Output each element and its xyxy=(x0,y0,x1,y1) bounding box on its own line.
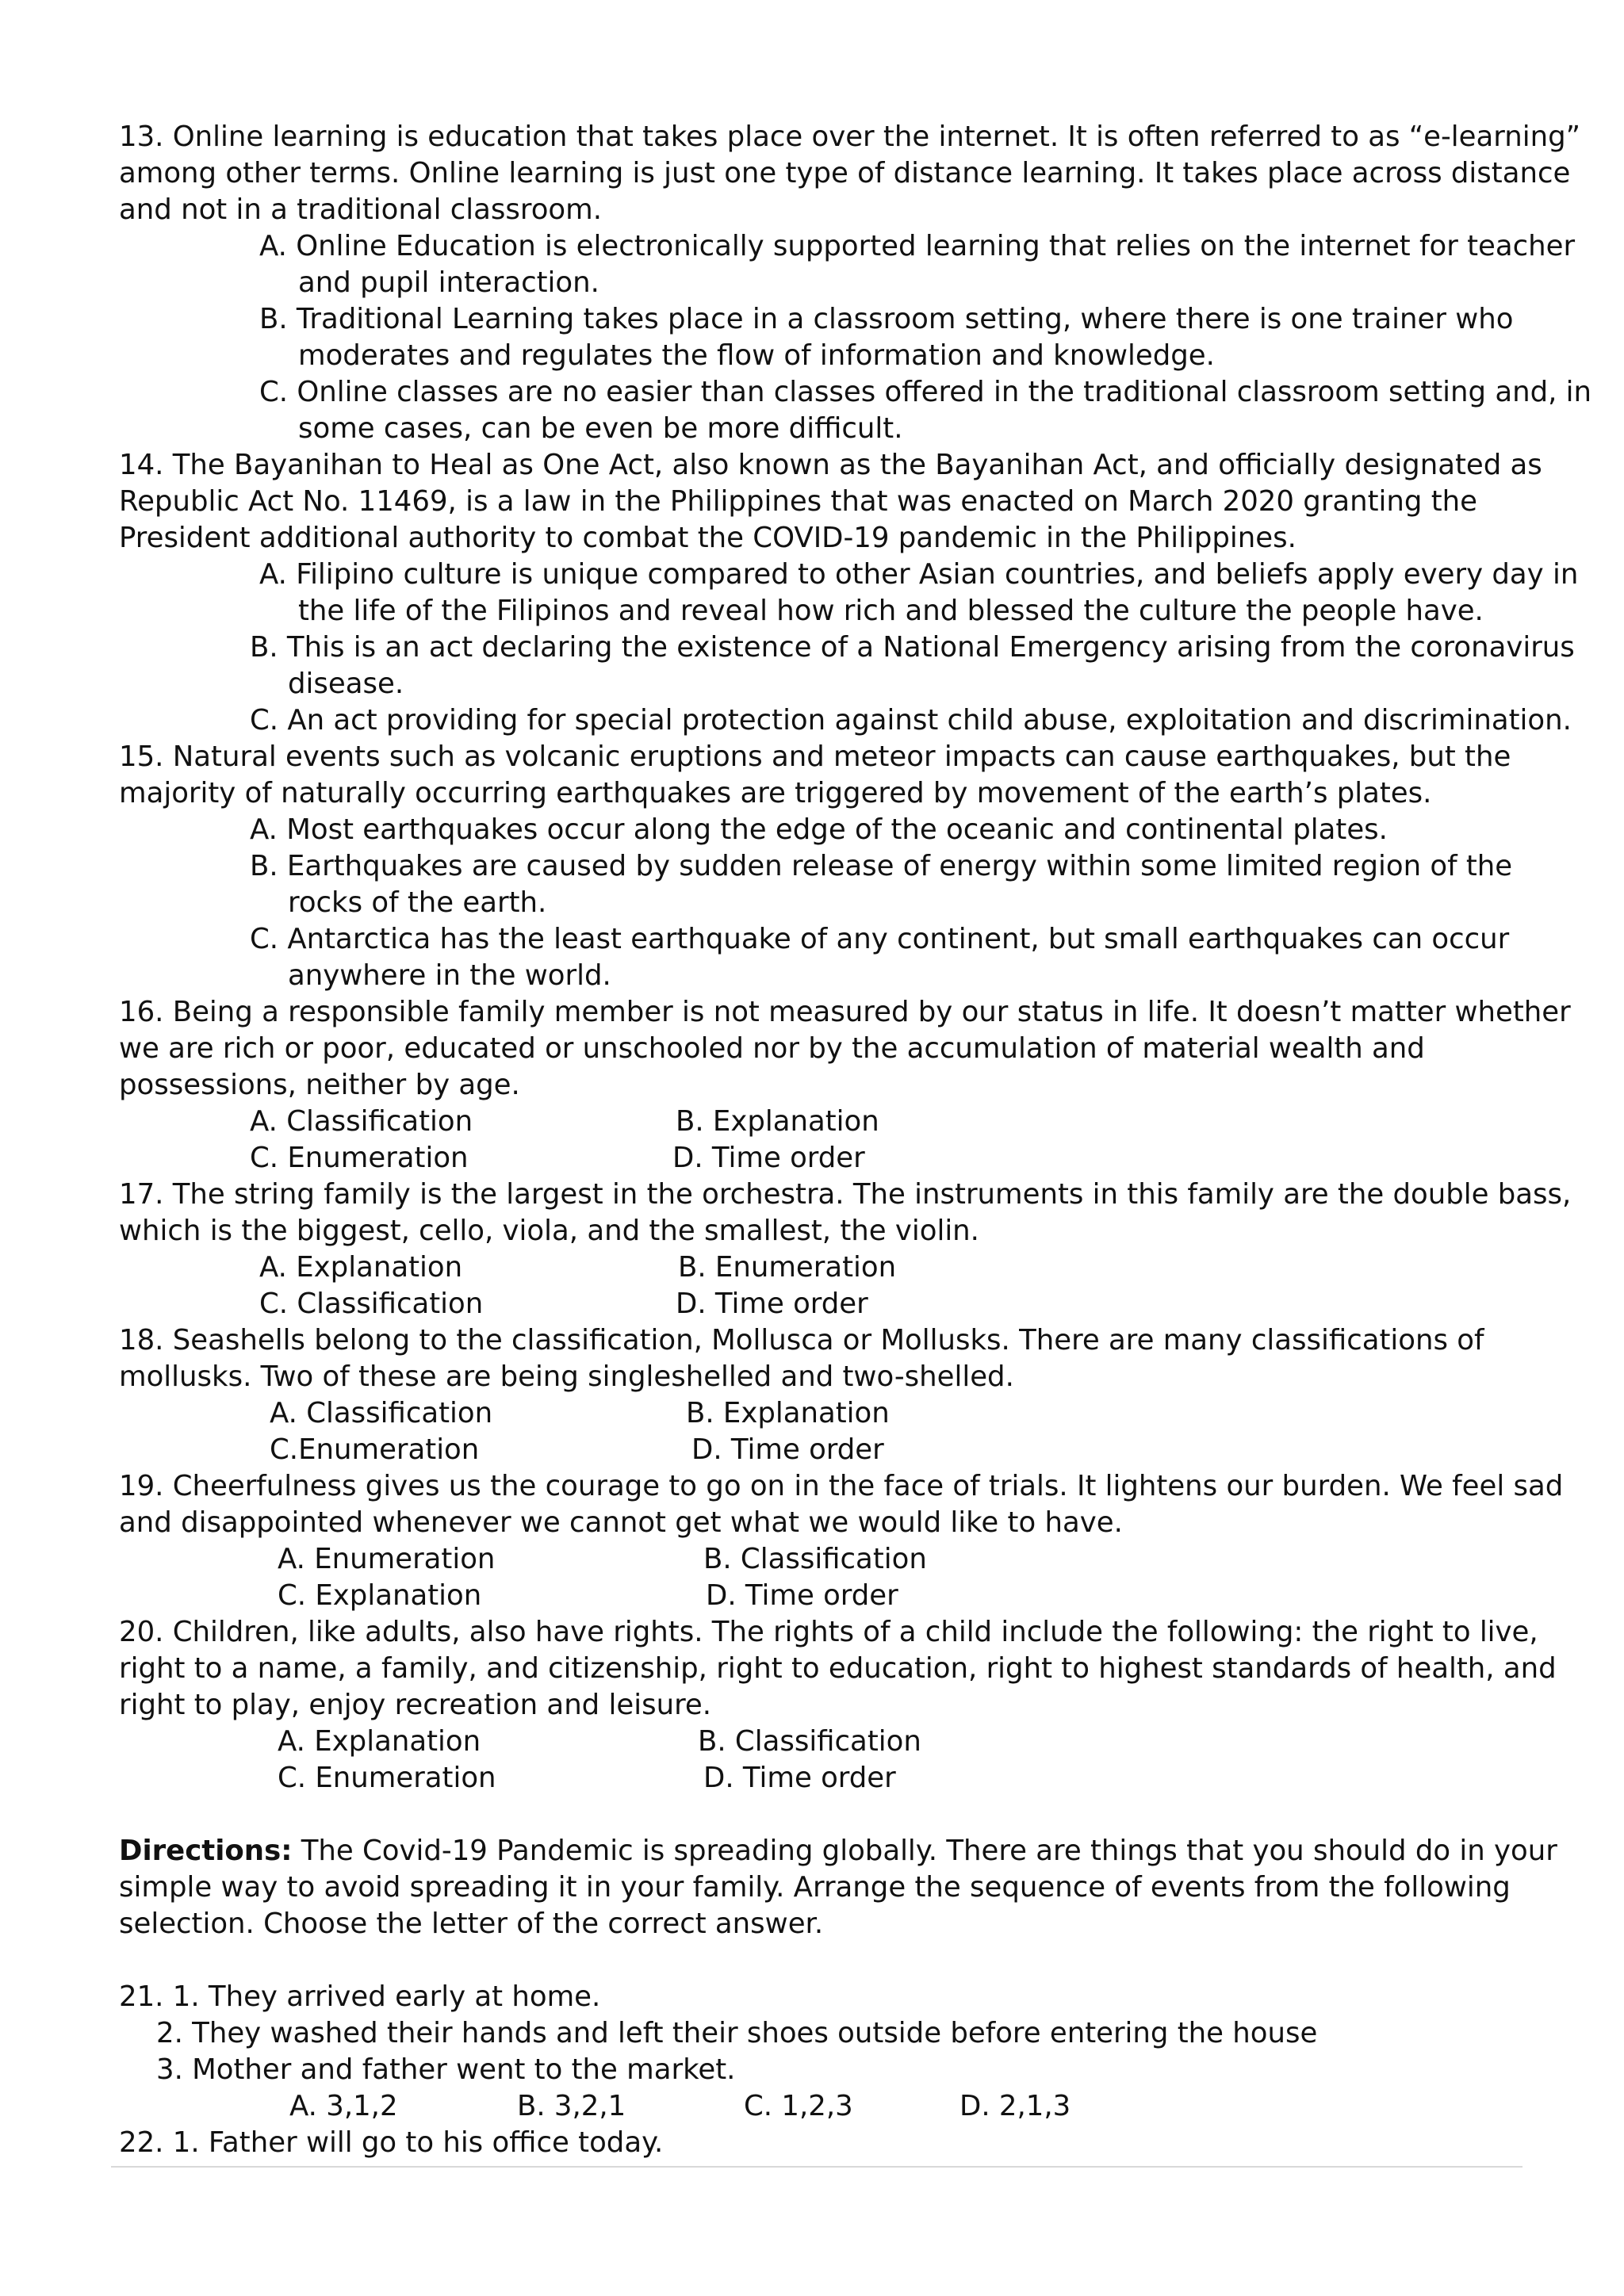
q13-option-c: C. Online classes are no easier than classes offered in the traditional classroom setting and, in xyxy=(259,376,1592,408)
q19-option-a: A. Enumeration xyxy=(278,1543,496,1575)
q14-stem-line-2: Republic Act No. 11469, is a law in the Philippines that was enacted on March 2020 granting the xyxy=(119,485,1477,518)
q18-stem-line-2: mollusks. Two of these are being singleshelled and two-shelled. xyxy=(119,1360,1014,1393)
q18-option-c: C.Enumeration xyxy=(270,1433,480,1466)
q18-option-d: D. Time order xyxy=(691,1433,884,1466)
q14-option-b: B. This is an act declaring the existence of a National Emergency arising from the coronavirus xyxy=(250,631,1575,664)
q17-option-b: B. Enumeration xyxy=(678,1251,897,1284)
q14-stem-line-1: 14. The Bayanihan to Heal as One Act, also known as the Bayanihan Act, and officially designated as xyxy=(119,449,1542,481)
q20-option-c: C. Enumeration xyxy=(278,1762,496,1794)
q13-option-a-cont: and pupil interaction. xyxy=(298,266,599,299)
q19-option-c: C. Explanation xyxy=(278,1579,482,1612)
q20-option-b: B. Classification xyxy=(698,1725,921,1758)
q15-option-b-cont: rocks of the earth. xyxy=(288,886,547,919)
q17-option-c: C. Classification xyxy=(259,1288,484,1320)
q16-option-d: D. Time order xyxy=(672,1142,865,1174)
q20-option-a: A. Explanation xyxy=(278,1725,481,1758)
q13-option-b-cont: moderates and regulates the flow of information and knowledge. xyxy=(298,339,1215,372)
q19-option-d: D. Time order xyxy=(706,1579,898,1612)
q15-option-c-cont: anywhere in the world. xyxy=(288,959,611,992)
q15-stem-line-2: majority of naturally occurring earthquakes are triggered by movement of the earth’s plates. xyxy=(119,777,1432,809)
q21-option-c: C. 1,2,3 xyxy=(744,2090,853,2122)
q18-option-b: B. Explanation xyxy=(686,1397,890,1429)
q16-option-a: A. Classification xyxy=(250,1105,473,1138)
q20-option-d: D. Time order xyxy=(703,1762,896,1794)
q18-stem-line-1: 18. Seashells belong to the classification, Mollusca or Mollusks. There are many classifications of xyxy=(119,1324,1484,1357)
q17-option-d: D. Time order xyxy=(676,1288,868,1320)
directions-text: The Covid-19 Pandemic is spreading globally. There are things that you should do in your xyxy=(292,1835,1557,1867)
page-divider xyxy=(111,2166,1522,2168)
directions-line-2: simple way to avoid spreading it in your family. Arrange the sequence of events from the following xyxy=(119,1871,1511,1904)
q21-item-1: 21. 1. They arrived early at home. xyxy=(119,1980,601,2013)
q15-stem-line-1: 15. Natural events such as volcanic eruptions and meteor impacts can cause earthquakes, but the xyxy=(119,740,1511,773)
q15-option-a: A. Most earthquakes occur along the edge of the oceanic and continental plates. xyxy=(250,813,1388,846)
q14-option-a-cont: the life of the Filipinos and reveal how rich and blessed the culture the people have. xyxy=(298,595,1484,627)
q15-option-b: B. Earthquakes are caused by sudden release of energy within some limited region of the xyxy=(250,850,1513,882)
q13-option-a: A. Online Education is electronically supported learning that relies on the internet for teacher xyxy=(259,230,1576,262)
q13-stem-line-2: among other terms. Online learning is just one type of distance learning. It takes place across distance xyxy=(119,157,1571,189)
q21-option-a: A. 3,1,2 xyxy=(289,2090,398,2122)
q19-option-b: B. Classification xyxy=(703,1543,927,1575)
q16-stem-line-3: possessions, neither by age. xyxy=(119,1069,520,1101)
q21-item-3: 3. Mother and father went to the market. xyxy=(156,2053,736,2086)
q13-option-c-cont: some cases, can be even be more difficult. xyxy=(298,412,903,445)
q21-item-2: 2. They washed their hands and left their shoes outside before entering the house xyxy=(156,2017,1318,2049)
q14-option-c: C. An act providing for special protection against child abuse, exploitation and discrimination. xyxy=(250,704,1572,737)
q20-stem-line-1: 20. Children, like adults, also have rights. The rights of a child include the following: the right to live, xyxy=(119,1616,1538,1648)
q16-option-b: B. Explanation xyxy=(676,1105,879,1138)
q17-option-a: A. Explanation xyxy=(259,1251,463,1284)
q13-stem-line-1: 13. Online learning is education that takes place over the internet. It is often referred to as “e-learning” xyxy=(119,121,1581,153)
q13-stem-line-3: and not in a traditional classroom. xyxy=(119,193,602,226)
q20-stem-line-2: right to a name, a family, and citizenship, right to education, right to highest standards of health, and xyxy=(119,1652,1557,1685)
q14-stem-line-3: President additional authority to combat the COVID-19 pandemic in the Philippines. xyxy=(119,522,1297,554)
q17-stem-line-2: which is the biggest, cello, viola, and the smallest, the violin. xyxy=(119,1215,979,1247)
q19-stem-line-2: and disappointed whenever we cannot get what we would like to have. xyxy=(119,1506,1123,1539)
q16-stem-line-2: we are rich or poor, educated or unschooled nor by the accumulation of material wealth and xyxy=(119,1032,1425,1065)
directions-label: Directions: xyxy=(119,1835,293,1867)
q17-stem-line-1: 17. The string family is the largest in the orchestra. The instruments in this family are the double bass, xyxy=(119,1178,1572,1211)
q13-option-b: B. Traditional Learning takes place in a classroom setting, where there is one trainer who xyxy=(259,303,1514,335)
q18-option-a: A. Classification xyxy=(270,1397,493,1429)
q14-option-b-cont: disease. xyxy=(288,668,404,700)
q15-option-c: C. Antarctica has the least earthquake of any continent, but small earthquakes can occur xyxy=(250,923,1510,955)
directions-line-1 xyxy=(119,1833,1557,1869)
q16-stem-line-1: 16. Being a responsible family member is not measured by our status in life. It doesn’t matter whether xyxy=(119,996,1571,1028)
directions-line-3: selection. Choose the letter of the correct answer. xyxy=(119,1908,824,1940)
q21-option-d: D. 2,1,3 xyxy=(959,2090,1071,2122)
q19-stem-line-1: 19. Cheerfulness gives us the courage to go on in the face of trials. It lightens our burden. We feel sad xyxy=(119,1470,1564,1502)
q14-option-a: A. Filipino culture is unique compared to other Asian countries, and beliefs apply every day in xyxy=(259,558,1579,591)
q16-option-c: C. Enumeration xyxy=(250,1142,469,1174)
q22-item-1: 22. 1. Father will go to his office today. xyxy=(119,2126,664,2159)
q20-stem-line-3: right to play, enjoy recreation and leisure. xyxy=(119,1689,712,1721)
q21-option-b: B. 3,2,1 xyxy=(517,2090,626,2122)
